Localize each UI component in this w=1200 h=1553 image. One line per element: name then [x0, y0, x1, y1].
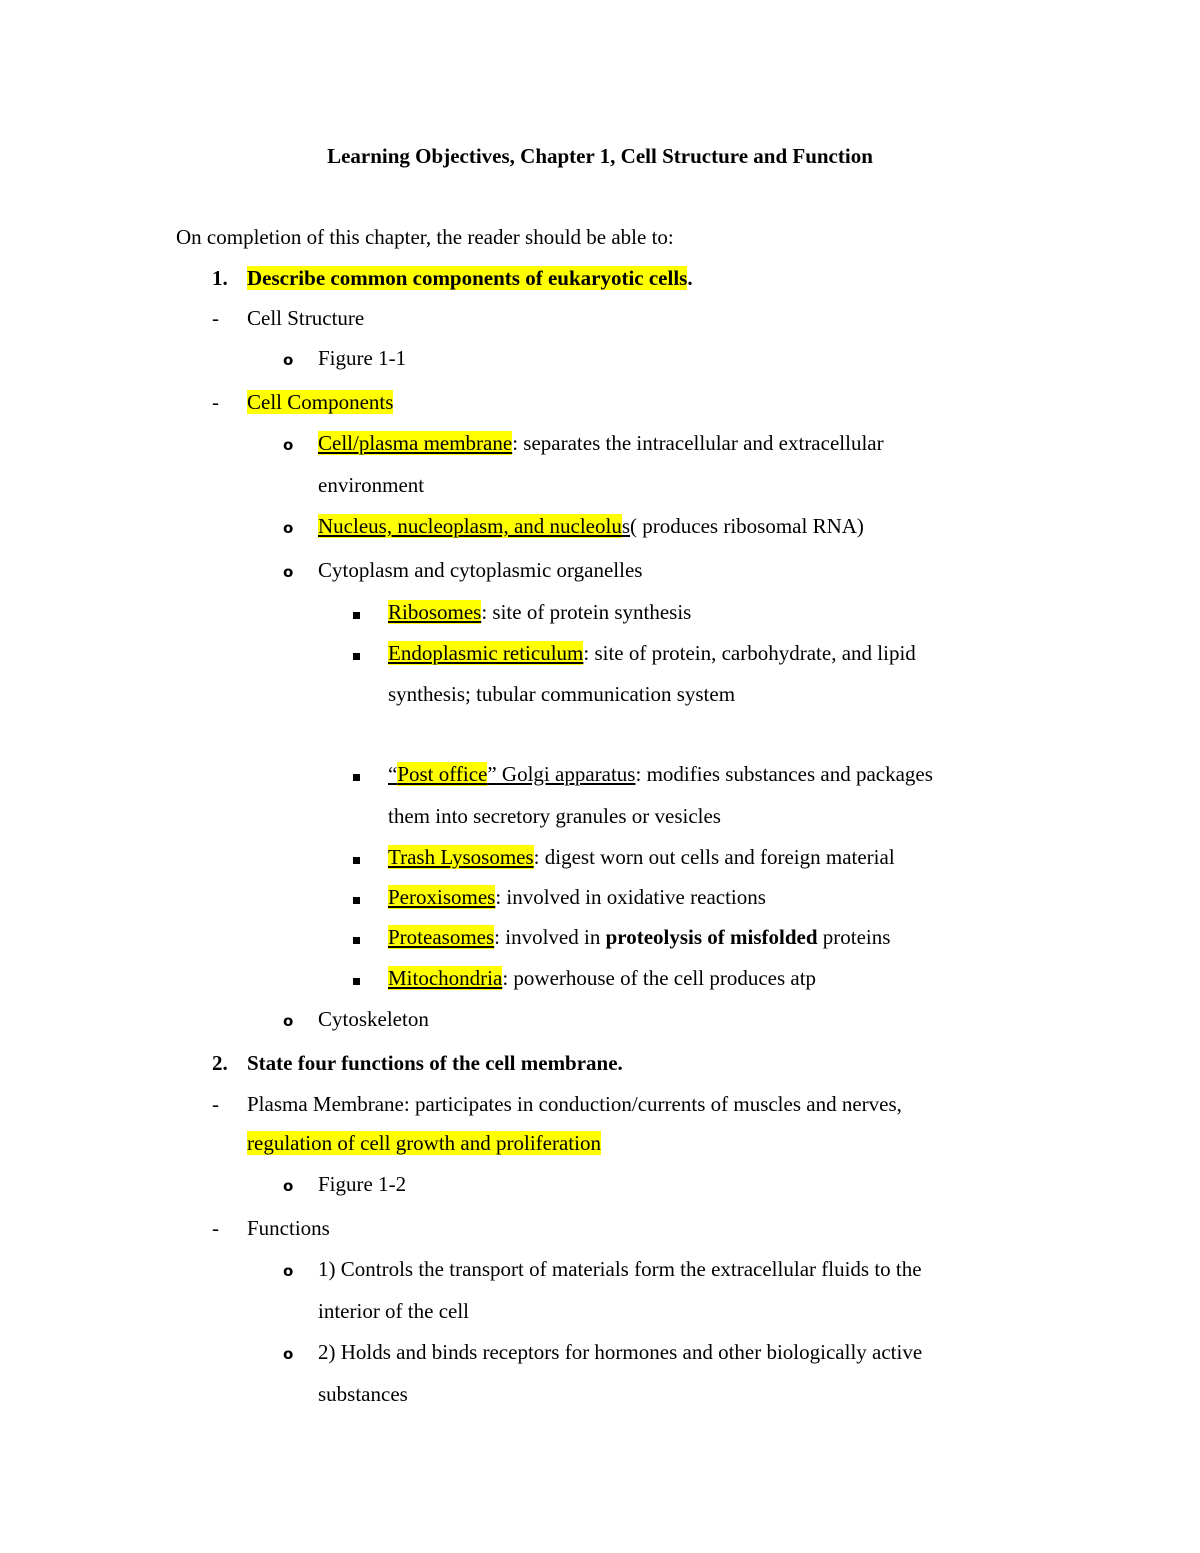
nucleus-item: Nucleus, nucleoplasm, and nucleolus( produces ribosomal RNA) [318, 514, 864, 538]
square-bullet [353, 923, 360, 951]
function-1-line2: interior of the cell [318, 1299, 470, 1323]
plasma-membrane-line1: Plasma Membrane: participates in conduction/currents of muscles and nerves, [247, 1092, 902, 1116]
circle-bullet: o [283, 1012, 294, 1030]
dash-bullet: - [212, 1092, 219, 1116]
cell-structure-label: Cell Structure [247, 306, 365, 330]
mitochondria-term: Mitochondria [388, 966, 503, 990]
cytoplasm-item: Cytoplasm and cytoplasmic organelles [318, 558, 643, 582]
membrane-item-cont: environment [318, 473, 425, 497]
nucleus-term: Nucleus, nucleoplasm, and nucleolu [318, 514, 622, 538]
square-bullet [353, 883, 360, 911]
square-bullet [353, 598, 360, 626]
page-title: Learning Objectives, Chapter 1, Cell Structure and Function [327, 144, 873, 168]
function-1-line1: 1) Controls the transport of materials form the extracellular fluids to the [318, 1257, 922, 1281]
objective-1-text: Describe common components of eukaryotic cells [247, 266, 688, 290]
ribosomes-term: Ribosomes [388, 600, 482, 624]
membrane-item: Cell/plasma membrane: separates the intracellular and extracellular [318, 431, 884, 455]
circle-bullet: o [283, 563, 294, 581]
er-term: Endoplasmic reticulum [388, 641, 584, 665]
square-bullet [353, 964, 360, 992]
golgi-item-cont: them into secretory granules or vesicles [388, 804, 721, 828]
circle-bullet: o [283, 1345, 294, 1363]
functions-label: Functions [247, 1216, 330, 1240]
function-2-line1: 2) Holds and binds receptors for hormones and other biologically active [318, 1340, 923, 1364]
objective-2-heading: State four functions of the cell membrane. [247, 1051, 623, 1075]
intro-text: On completion of this chapter, the reader should be able to: [176, 225, 674, 249]
dash-bullet: - [212, 1216, 219, 1240]
square-bullet [353, 639, 360, 667]
golgi-item: “Post office” Golgi apparatus: modifies substances and packages [388, 762, 933, 786]
membrane-term: Cell/plasma membrane [318, 431, 513, 455]
cell-components-label: Cell Components [247, 390, 394, 414]
peroxisomes-item: Peroxisomes: involved in oxidative reactions [388, 885, 766, 909]
figure-1-2: Figure 1-2 [318, 1172, 407, 1196]
cytoskeleton-item: Cytoskeleton [318, 1007, 429, 1031]
objective-2-number: 2. [212, 1051, 228, 1075]
objective-1-period: . [687, 266, 693, 290]
circle-bullet: o [283, 351, 294, 369]
mitochondria-item: Mitochondria: powerhouse of the cell produces atp [388, 966, 817, 990]
figure-1-1: Figure 1-1 [318, 346, 407, 370]
square-bullet [353, 760, 360, 788]
lysosomes-term: Trash Lysosomes [388, 845, 534, 869]
er-item: Endoplasmic reticulum: site of protein, carbohydrate, and lipid [388, 641, 916, 665]
circle-bullet: o [283, 1262, 294, 1280]
dash-bullet: - [212, 306, 219, 330]
square-bullet [353, 843, 360, 871]
er-item-cont: synthesis; tubular communication system [388, 682, 736, 706]
objective-1-heading [247, 264, 693, 292]
plasma-membrane-line2: regulation of cell growth and proliferation [247, 1131, 601, 1155]
golgi-term: Post office [397, 762, 488, 786]
proteasomes-item: Proteasomes: involved in proteolysis of misfolded proteins [388, 925, 891, 949]
dash-bullet: - [212, 390, 219, 414]
objective-1-number: 1. [212, 266, 228, 290]
lysosomes-item: Trash Lysosomes: digest worn out cells and foreign material [388, 845, 895, 869]
peroxisomes-term: Peroxisomes [388, 885, 496, 909]
circle-bullet: o [283, 519, 294, 537]
ribosomes-item: Ribosomes: site of protein synthesis [388, 600, 692, 624]
circle-bullet: o [283, 436, 294, 454]
proteasomes-term: Proteasomes [388, 925, 495, 949]
circle-bullet: o [283, 1177, 294, 1195]
function-2-line2: substances [318, 1382, 408, 1406]
